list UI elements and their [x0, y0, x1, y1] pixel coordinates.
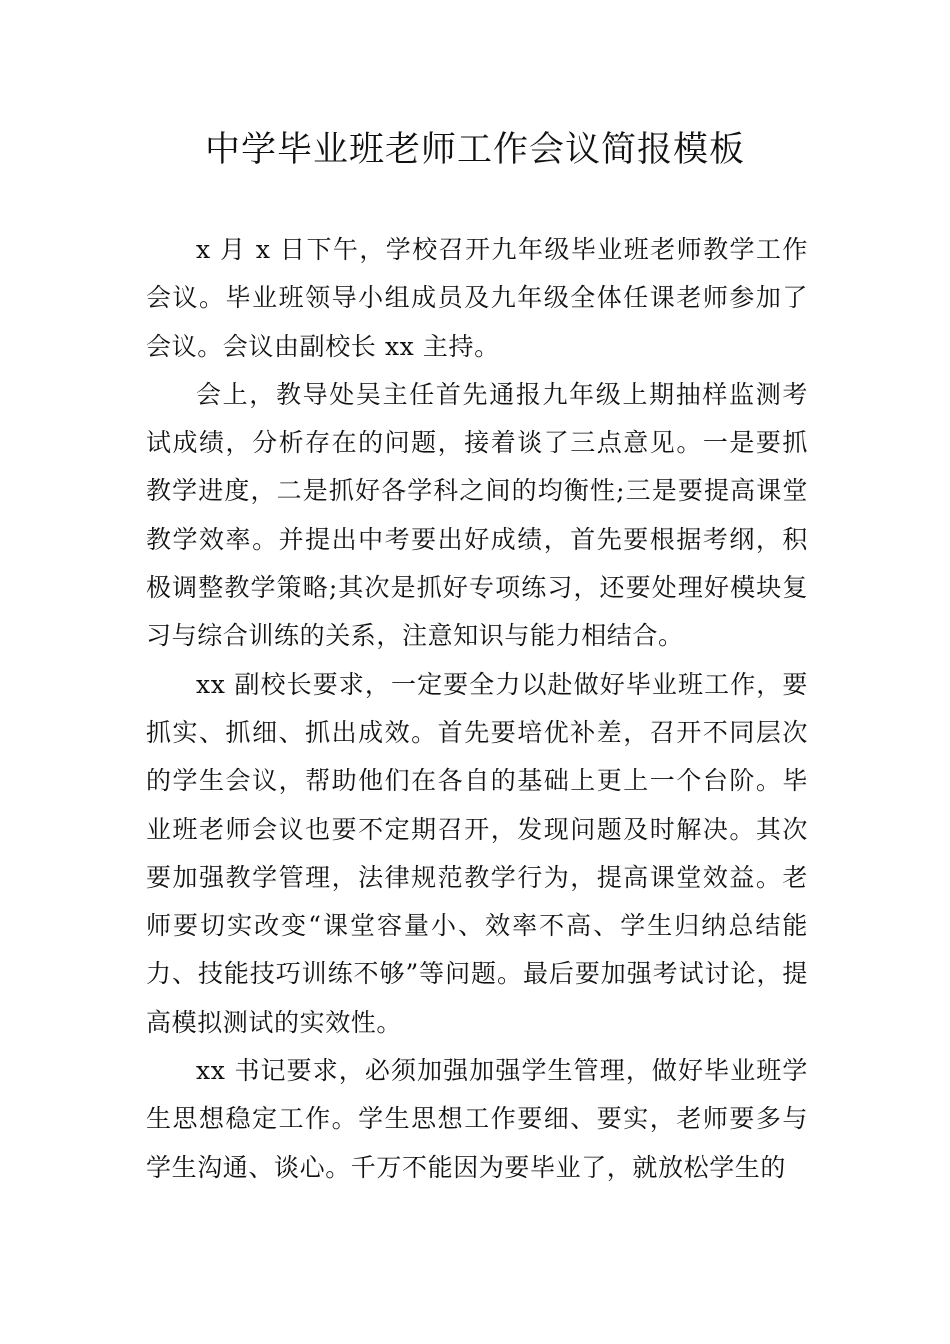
- paragraph-dean-report: 会上，教导处吴主任首先通报九年级上期抽样监测考试成绩，分析存在的问题，接着谈了三点意见。一是要抓教学进度，二是抓好各学科之间的均衡性;三是要提高课堂教学效率。并提出中考要出好成绩，首先要根据考纲，积极调整教学策略;其次是抓好专项练习，还要处理好模块复习与综合训练的关系，注意知识与能力相结合。: [146, 379, 808, 651]
- document-title: 中学毕业班老师工作会议简报模板: [204, 130, 745, 170]
- document-body: [146, 226, 808, 1192]
- paragraph-secretary-requirements: xx 书记要求，必须加强加强学生管理，做好毕业班学生思想稳定工作。学生思想工作要细、要实，老师要多与学生沟通、谈心。千万不能因为要毕业了，就放松学生的: [146, 1056, 808, 1182]
- paragraph-vice-principal-requirements: xx 副校长要求，一定要全力以赴做好毕业班工作，要抓实、抓细、抓出成效。首先要培优补差，召开不同层次的学生会议，帮助他们在各自的基础上更上一个台阶。毕业班老师会议也要不定期召开，发现问题及时解决。其次要加强教学管理，法律规范教学行为，提高课堂效益。老师要切实改变“课堂容量小、效率不高、学生归纳总结能力、技能技巧训练不够”等问题。最后要加强考试讨论，提高模拟测试的实效性。: [146, 669, 808, 1037]
- paragraph-meeting-intro: x 月 x 日下午，学校召开九年级毕业班老师教学工作会议。毕业班领导小组成员及九年级全体任课老师参加了会议。会议由副校长 xx 主持。: [146, 235, 808, 361]
